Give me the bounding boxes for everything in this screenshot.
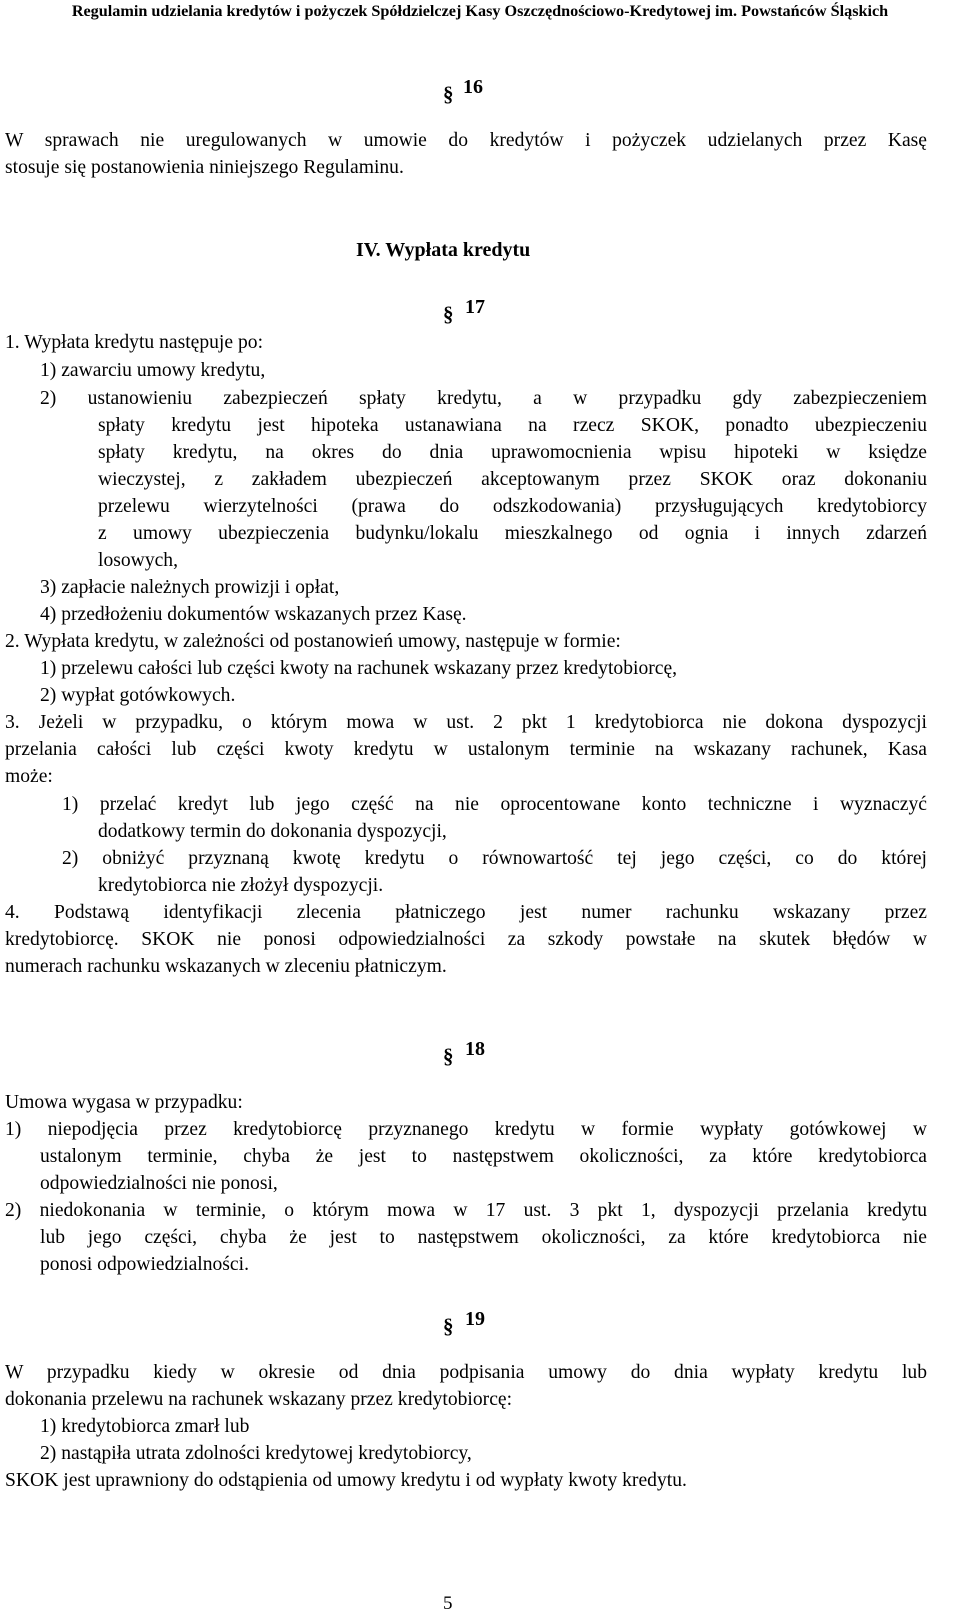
list-item: 2) obniżyć przyznaną kwotę kredytu o równowartość tej jego części, co do której: [62, 848, 927, 869]
list-item-continuation: spłaty kredytu, na okres do dnia uprawomocnienia wpisu hipoteki w księdze: [98, 442, 927, 463]
list-item-continuation: wieczystej, z zakładem ubezpieczeń akceptowanym przez SKOK oraz dokonaniu: [98, 469, 927, 490]
paragraph-line: przelania całości lub części kwoty kredytu w ustalonym terminie na wskazany rachunek, Kasa: [5, 739, 927, 760]
section-number: 17: [465, 296, 485, 318]
section-symbol: §: [443, 1314, 454, 1338]
list-item-continuation: lub jego części, chyba że jest to następstwem okoliczności, za które kredytobiorca nie: [40, 1227, 927, 1248]
paragraph-line: dokonania przelewu na rachunek wskazany przez kredytobiorcę:: [5, 1389, 513, 1410]
list-item-continuation: przelewu wierzytelności (prawa do odszkodowania) przysługujących kredytobiorcy: [98, 496, 927, 517]
running-header: Regulamin udzielania kredytów i pożyczek Spółdzielczej Kasy Oszczędnościowo-Kredytowej im. Powstańców Śląskich: [71, 2, 889, 20]
paragraph-line: 1. Wypłata kredytu następuje po:: [5, 332, 264, 353]
list-item: 1) przelać kredyt lub jego część na nie oprocentowane konto techniczne i wyznaczyć: [62, 794, 927, 815]
section-number: 19: [465, 1308, 485, 1330]
page-number: 5: [443, 1593, 453, 1614]
list-item-continuation: dodatkowy termin do dokonania dyspozycji,: [98, 821, 447, 842]
paragraph-line: stosuje się postanowienia niniejszego Regulaminu.: [5, 157, 404, 178]
paragraph-line: 3. Jeżeli w przypadku, o którym mowa w ust. 2 pkt 1 kredytobiorca nie dokona dyspozycji: [5, 712, 927, 733]
paragraph-line: W przypadku kiedy w okresie od dnia podpisania umowy do dnia wypłaty kredytu lub: [5, 1362, 927, 1383]
paragraph-line: 2. Wypłata kredytu, w zależności od postanowień umowy, następuje w formie:: [5, 631, 621, 652]
list-item-continuation: odpowiedzialności nie ponosi,: [40, 1173, 278, 1194]
list-item-continuation: kredytobiorca nie złożył dyspozycji.: [98, 875, 384, 896]
paragraph-line: SKOK jest uprawniony do odstąpienia od umowy kredytu i od wypłaty kwoty kredytu.: [5, 1470, 687, 1491]
chapter-title: IV. Wypłata kredytu: [356, 239, 531, 261]
list-item: 1) zawarciu umowy kredytu,: [40, 360, 266, 381]
paragraph-line: Umowa wygasa w przypadku:: [5, 1092, 243, 1113]
list-item: 2) nastąpiła utrata zdolności kredytowej kredytobiorcy,: [40, 1443, 472, 1464]
list-item-continuation: ustalonym terminie, chyba że jest to następstwem okoliczności, za które kredytobiorca: [40, 1146, 927, 1167]
list-item-continuation: spłaty kredytu jest hipoteka ustanawiana na rzecz SKOK, ponadto ubezpieczeniu: [98, 415, 927, 436]
list-item: 3) zapłacie należnych prowizji i opłat,: [40, 577, 340, 598]
section-symbol: §: [443, 82, 454, 106]
list-item: 1) kredytobiorca zmarł lub: [40, 1416, 250, 1437]
paragraph-line: może:: [5, 766, 53, 787]
list-item: 2) wypłat gotówkowych.: [40, 685, 236, 706]
list-item: 4) przedłożeniu dokumentów wskazanych przez Kasę.: [40, 604, 467, 625]
list-item-continuation: losowych,: [98, 550, 179, 571]
list-item-continuation: ponosi odpowiedzialności.: [40, 1254, 249, 1275]
paragraph-line: numerach rachunku wskazanych w zleceniu płatniczym.: [5, 956, 447, 977]
section-number: 18: [465, 1038, 485, 1060]
list-item: 1) przelewu całości lub części kwoty na rachunek wskazany przez kredytobiorcę,: [40, 658, 678, 679]
list-item: 2) ustanowieniu zabezpieczeń spłaty kredytu, a w przypadku gdy zabezpieczeniem: [40, 388, 927, 409]
list-item: 2) niedokonania w terminie, o którym mowa w 17 ust. 3 pkt 1, dyspozycji przelania kredytu: [5, 1200, 927, 1221]
paragraph-line: W sprawach nie uregulowanych w umowie do kredytów i pożyczek udzielanych przez Kasę: [5, 130, 927, 151]
section-symbol: §: [443, 302, 454, 326]
section-number: 16: [463, 76, 483, 98]
list-item-continuation: z umowy ubezpieczenia budynku/lokalu mieszkalnego od ognia i innych zdarzeń: [98, 523, 927, 544]
paragraph-line: 4. Podstawą identyfikacji zlecenia płatniczego jest numer rachunku wskazany przez: [5, 902, 927, 923]
section-symbol: §: [443, 1044, 454, 1068]
list-item: 1) niepodjęcia przez kredytobiorcę przyznanego kredytu w formie wypłaty gotówkowej w: [5, 1119, 927, 1140]
paragraph-line: kredytobiorcę. SKOK nie ponosi odpowiedzialności za szkody powstałe na skutek błędów w: [5, 929, 927, 950]
